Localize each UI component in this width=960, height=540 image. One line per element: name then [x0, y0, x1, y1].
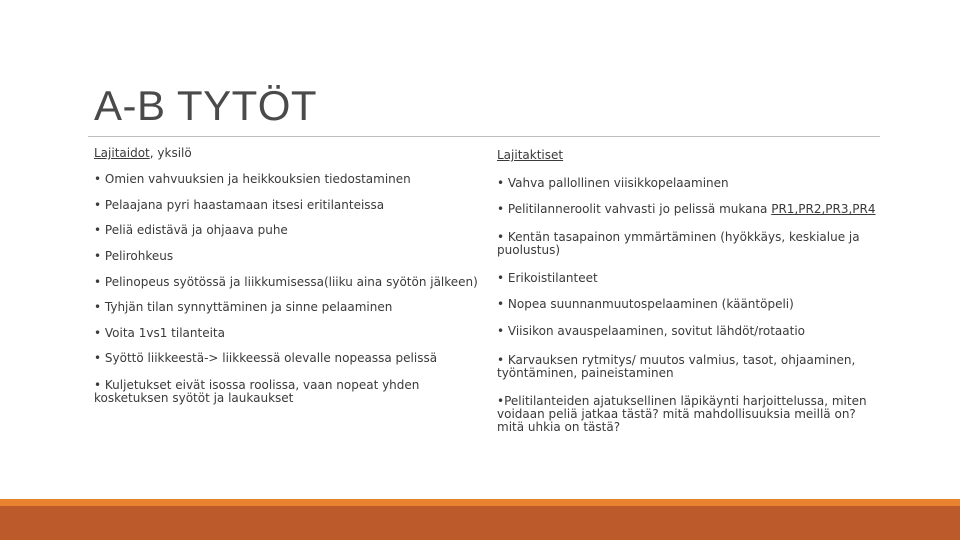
- pr-codes-link[interactable]: PR1,PR2,PR3,PR4: [771, 202, 876, 216]
- left-item-1: • Omien vahvuuksien ja heikkouksien tiedostaminen: [94, 172, 411, 186]
- left-item-8: • Syöttö liikkeestä-> liikkeessä olevalle nopeassa pelissä: [94, 351, 438, 365]
- left-item-6: • Tyhjän tilan synnyttäminen ja sinne pelaaminen: [94, 300, 393, 314]
- right-item-7: • Karvauksen rytmitys/ muutos valmius, tasot, ohjaaminen, työntäminen, paineistaminen: [497, 353, 856, 380]
- right-item-5: • Nopea suunnanmuutospelaaminen (kääntöpeli): [497, 297, 794, 311]
- left-item-9: • Kuljetukset eivät isossa roolissa, vaan nopeat yhden kosketuksen syötöt ja laukaukset: [94, 378, 420, 405]
- right-item-3: • Kentän tasapainon ymmärtäminen (hyökkäys, keskialue ja puolustus): [497, 230, 860, 257]
- bottom-accent-bar: [0, 506, 960, 540]
- right-item-4: • Erikoistilanteet: [497, 271, 598, 285]
- left-item-7: • Voita 1vs1 tilanteita: [94, 326, 225, 340]
- right-item-2-text: • Pelitilanneroolit vahvasti jo pelissä mukana: [497, 202, 772, 216]
- right-item-2: [497, 203, 876, 216]
- title-divider: [88, 136, 880, 137]
- left-item-2: • Pelaajana pyri haastamaan itsesi eritilanteissa: [94, 198, 385, 212]
- right-heading[interactable]: Lajitaktiset: [497, 148, 564, 162]
- right-item-1: • Vahva pallollinen viisikkopelaaminen: [497, 176, 729, 190]
- slide-title: A-B TYTÖT: [94, 82, 318, 129]
- right-item-8: •Pelitilanteiden ajatuksellinen läpikäynti harjoittelussa, miten voidaan peliä jatkaa tästä? mitä mahdollisuuksia meillä on? mitä uhkia on tästä?: [497, 394, 867, 434]
- left-item-3: • Peliä edistävä ja ohjaava puhe: [94, 223, 288, 237]
- right-item-6: • Viisikon avauspelaaminen, sovitut lähdöt/rotaatio: [497, 324, 805, 338]
- left-heading: [94, 147, 192, 160]
- left-item-4: • Pelirohkeus: [94, 249, 174, 263]
- left-heading-link[interactable]: Lajitaidot: [94, 146, 150, 160]
- bottom-accent-strip: [0, 499, 960, 506]
- left-heading-rest: , yksilö: [149, 146, 192, 160]
- left-item-5: • Pelinopeus syötössä ja liikkumisessa(liiku aina syötön jälkeen): [94, 275, 478, 289]
